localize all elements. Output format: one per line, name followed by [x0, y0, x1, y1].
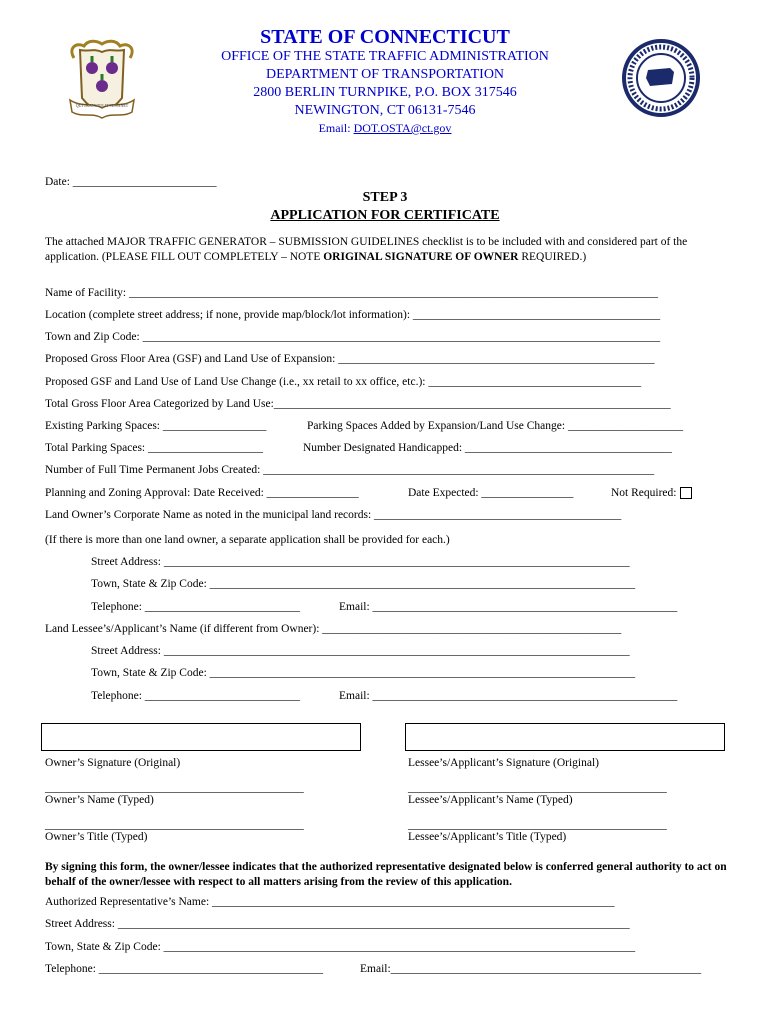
lessee-name-label: Lessee’s/Applicant’s Name (Typed): [408, 794, 573, 806]
form-title: APPLICATION FOR CERTIFICATE: [270, 208, 500, 223]
authority-note: By signing this form, the owner/lessee indicates that the authorized representative designated below is conferred general authority to act on behalf of the owner/lessee with respect to all matters arising from the review of this application.: [45, 861, 727, 888]
rep-phone-field[interactable]: Telephone: _______________________________________: [45, 963, 324, 975]
jobs-field[interactable]: Number of Full Time Permanent Jobs Created: ____________________________________________________________________: [45, 464, 655, 476]
town-zip-field[interactable]: Town and Zip Code: __________________________________________________________________________________________: [45, 331, 661, 343]
office-name: OFFICE OF THE STATE TRAFFIC ADMINISTRATION: [221, 49, 549, 64]
location-field[interactable]: Location (complete street address; if none, provide map/block/lot information): ___________________________________________: [45, 309, 661, 321]
date-field[interactable]: Date: _________________________: [45, 176, 217, 188]
intro-text-2: REQUIRED.): [518, 251, 587, 263]
email-link[interactable]: DOT.OSTA@ct.gov: [353, 121, 452, 135]
multi-owner-note: (If there is more than one land owner, a separate application shall be provided for each.): [45, 534, 450, 546]
pz-expected-field[interactable]: Date Expected: ________________: [408, 487, 574, 499]
owner-phone-field[interactable]: Telephone: ___________________________: [91, 601, 301, 613]
intro-text-1: The attached MAJOR TRAFFIC GENERATOR – SUBMISSION GUIDELINES checklist is to be included with and considered part of the application. (PLEASE FILL OUT COMPLETELY – NOTE: [45, 236, 688, 263]
owner-street-field[interactable]: Street Address: _________________________________________________________________________________: [91, 556, 630, 568]
intro-paragraph: [45, 235, 735, 265]
total-gfa-field[interactable]: Total Gross Floor Area Categorized by Land Use:_____________________________________________________________________: [45, 398, 671, 410]
owner-title-line[interactable]: _____________________________________________: [45, 819, 304, 831]
lessee-title-label: Lessee’s/Applicant’s Title (Typed): [408, 831, 567, 843]
handicapped-field[interactable]: Number Designated Handicapped: ____________________________________: [303, 442, 672, 454]
lessee-signature-label: Lessee’s/Applicant’s Signature (Original): [408, 757, 599, 769]
owner-signature-box[interactable]: [41, 723, 361, 751]
pz-received-field[interactable]: Planning and Zoning Approval: Date Received: ________________: [45, 487, 359, 499]
owner-name-line[interactable]: _____________________________________________: [45, 782, 304, 794]
owner-signature-label: Owner’s Signature (Original): [45, 757, 181, 769]
lessee-name-line[interactable]: _____________________________________________: [408, 782, 667, 794]
lessee-town-field[interactable]: Town, State & Zip Code: __________________________________________________________________________: [91, 667, 636, 679]
rep-name-field[interactable]: Authorized Representative’s Name: ______________________________________________________________________: [45, 896, 615, 908]
lessee-name-field[interactable]: Land Lessee’s/Applicant’s Name (if different from Owner): ____________________________________________________: [45, 623, 622, 635]
lessee-street-field[interactable]: Street Address: _________________________________________________________________________________: [91, 645, 630, 657]
owner-name-label: Owner’s Name (Typed): [45, 794, 154, 806]
email-line: [0, 121, 770, 136]
address-line-2: NEWINGTON, CT 06131-7546: [294, 103, 476, 118]
rep-town-field[interactable]: Town, State & Zip Code: __________________________________________________________________________________: [45, 941, 636, 953]
lessee-title-line[interactable]: _____________________________________________: [408, 819, 667, 831]
owner-title-label: Owner’s Title (Typed): [45, 831, 148, 843]
address-line-1: 2800 BERLIN TURNPIKE, P.O. BOX 317546: [253, 85, 517, 100]
not-required-checkbox[interactable]: [680, 487, 692, 499]
not-required-option[interactable]: [611, 487, 692, 499]
total-parking-field[interactable]: Total Parking Spaces: ____________________: [45, 442, 263, 454]
facility-name-field[interactable]: Name of Facility: ____________________________________________________________________________________________: [45, 287, 658, 299]
intro-bold: ORIGINAL SIGNATURE OF OWNER: [323, 251, 519, 263]
lessee-signature-box[interactable]: [405, 723, 725, 751]
owner-email-field[interactable]: Email: _____________________________________________________: [339, 601, 678, 613]
rep-email-field[interactable]: Email:______________________________________________________: [360, 963, 702, 975]
lessee-phone-field[interactable]: Telephone: ___________________________: [91, 690, 301, 702]
parking-added-field[interactable]: Parking Spaces Added by Expansion/Land Use Change: ____________________: [307, 420, 683, 432]
rep-street-field[interactable]: Street Address: _________________________________________________________________________________________: [45, 918, 630, 930]
seal-motto: QUI TRANSTULIT SUSTINET: [75, 103, 129, 108]
not-required-label: Not Required:: [611, 487, 677, 499]
state-title: STATE OF CONNECTICUT: [260, 26, 510, 48]
lessee-email-field[interactable]: Email: _____________________________________________________: [339, 690, 678, 702]
gsf-land-use-field[interactable]: Proposed Gross Floor Area (GSF) and Land Use of Expansion: _______________________________________________________: [45, 353, 655, 365]
step-label: STEP 3: [362, 190, 408, 205]
land-owner-field[interactable]: Land Owner’s Corporate Name as noted in the municipal land records: ___________________________________________: [45, 509, 622, 521]
department-name: DEPARTMENT OF TRANSPORTATION: [265, 67, 505, 82]
owner-town-field[interactable]: Town, State & Zip Code: __________________________________________________________________________: [91, 578, 636, 590]
email-label: Email:: [318, 121, 351, 135]
existing-parking-field[interactable]: Existing Parking Spaces: __________________: [45, 420, 267, 432]
gsf-change-field[interactable]: Proposed GSF and Land Use of Land Use Change (i.e., xx retail to xx office, etc.): _____________________________________: [45, 376, 642, 388]
